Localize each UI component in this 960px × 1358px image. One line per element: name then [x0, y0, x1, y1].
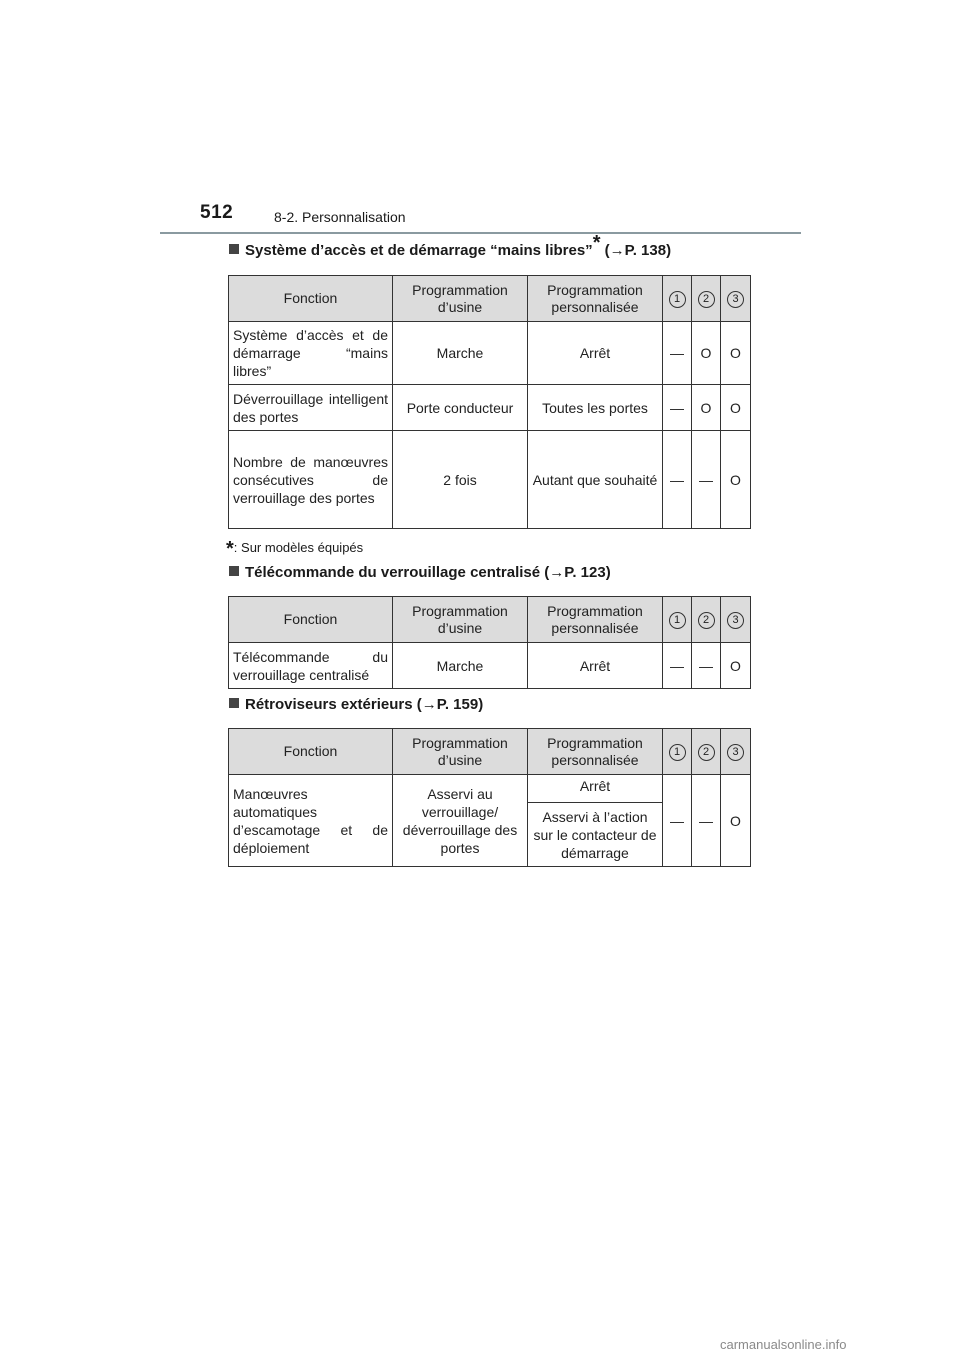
- cell-perso: Arrêt: [528, 322, 663, 385]
- col-header-perso: Programmation personnalisée: [528, 729, 663, 775]
- cell-c3: O: [721, 643, 751, 689]
- section-title-telecommande: Télécommande du verrouillage centralisé (→P. 123): [229, 564, 611, 581]
- col-header-fonction: Fonction: [229, 597, 393, 643]
- table-mains-libres: [228, 275, 751, 529]
- cell-c2: —: [692, 775, 721, 867]
- table-row: [229, 643, 751, 689]
- cell-perso: Toutes les portes: [528, 385, 663, 431]
- table-telecommande: [228, 596, 751, 689]
- col-header-2: 2: [692, 597, 721, 643]
- section-title-retroviseurs: Rétroviseurs extérieurs (→P. 159): [229, 696, 483, 713]
- cell-c3: O: [721, 385, 751, 431]
- section-breadcrumb: 8-2. Personnalisation: [274, 209, 406, 225]
- cell-fonction: Télécommande du verrouillage centralisé: [229, 643, 393, 689]
- col-header-1: 1: [663, 729, 692, 775]
- cell-c2: O: [692, 322, 721, 385]
- bullet-square-icon: [229, 698, 239, 708]
- table-header-row: [229, 729, 751, 775]
- col-header-1: 1: [663, 276, 692, 322]
- cell-perso: Autant que souhaité: [528, 431, 663, 529]
- cell-c1: —: [663, 643, 692, 689]
- table-row: [229, 775, 751, 803]
- cell-c2: —: [692, 431, 721, 529]
- col-header-3: 3: [721, 597, 751, 643]
- cell-usine: Marche: [393, 643, 528, 689]
- cell-perso-option-1: Arrêt: [528, 775, 663, 803]
- section-title-mains-libres: Système d’accès et de démarrage “mains libres”* (→P. 138): [229, 242, 671, 259]
- cell-c3: O: [721, 775, 751, 867]
- bullet-square-icon: [229, 244, 239, 254]
- table-row: [229, 431, 751, 529]
- col-header-1: 1: [663, 597, 692, 643]
- cell-c3: O: [721, 322, 751, 385]
- watermark: carmanualsonline.info: [720, 1337, 847, 1352]
- col-header-perso: Programmation personnalisée: [528, 276, 663, 322]
- cell-fonction: Système d’accès et de démarrage “mains libres”: [229, 322, 393, 385]
- col-header-2: 2: [692, 276, 721, 322]
- cell-usine: Marche: [393, 322, 528, 385]
- col-header-fonction: Fonction: [229, 729, 393, 775]
- cell-c1: —: [663, 385, 692, 431]
- cell-c1: —: [663, 431, 692, 529]
- cell-fonction: Manœuvres automatiques d’escamotage et de déploiement: [229, 775, 393, 867]
- footnote: *: Sur modèles équipés: [226, 538, 364, 560]
- cell-fonction: Déverrouillage intelligent des portes: [229, 385, 393, 431]
- page-number: 512: [200, 202, 234, 223]
- cell-c1: —: [663, 775, 692, 867]
- col-header-perso: Programmation personnalisée: [528, 597, 663, 643]
- col-header-usine: Programmation d’usine: [393, 597, 528, 643]
- cell-usine: Asservi au verrouillage/ déverrouillage des portes: [393, 775, 528, 867]
- table-row: [229, 385, 751, 431]
- col-header-usine: Programmation d’usine: [393, 729, 528, 775]
- col-header-fonction: Fonction: [229, 276, 393, 322]
- col-header-3: 3: [721, 729, 751, 775]
- col-header-usine: Programmation d’usine: [393, 276, 528, 322]
- table-retroviseurs: [228, 728, 751, 867]
- cell-perso-option-2: Asservi à l’action sur le contacteur de démarrage: [528, 803, 663, 867]
- cell-fonction: Nombre de manœuvres consécutives de verrouillage des portes: [229, 431, 393, 529]
- bullet-square-icon: [229, 566, 239, 576]
- cell-c2: O: [692, 385, 721, 431]
- table-row: [229, 322, 751, 385]
- col-header-2: 2: [692, 729, 721, 775]
- cell-usine: 2 fois: [393, 431, 528, 529]
- cell-c2: —: [692, 643, 721, 689]
- cell-perso: Arrêt: [528, 643, 663, 689]
- table-header-row: [229, 597, 751, 643]
- cell-c3: O: [721, 431, 751, 529]
- cell-usine: Porte conducteur: [393, 385, 528, 431]
- header-rule: [160, 232, 801, 234]
- table-header-row: [229, 276, 751, 322]
- cell-c1: —: [663, 322, 692, 385]
- col-header-3: 3: [721, 276, 751, 322]
